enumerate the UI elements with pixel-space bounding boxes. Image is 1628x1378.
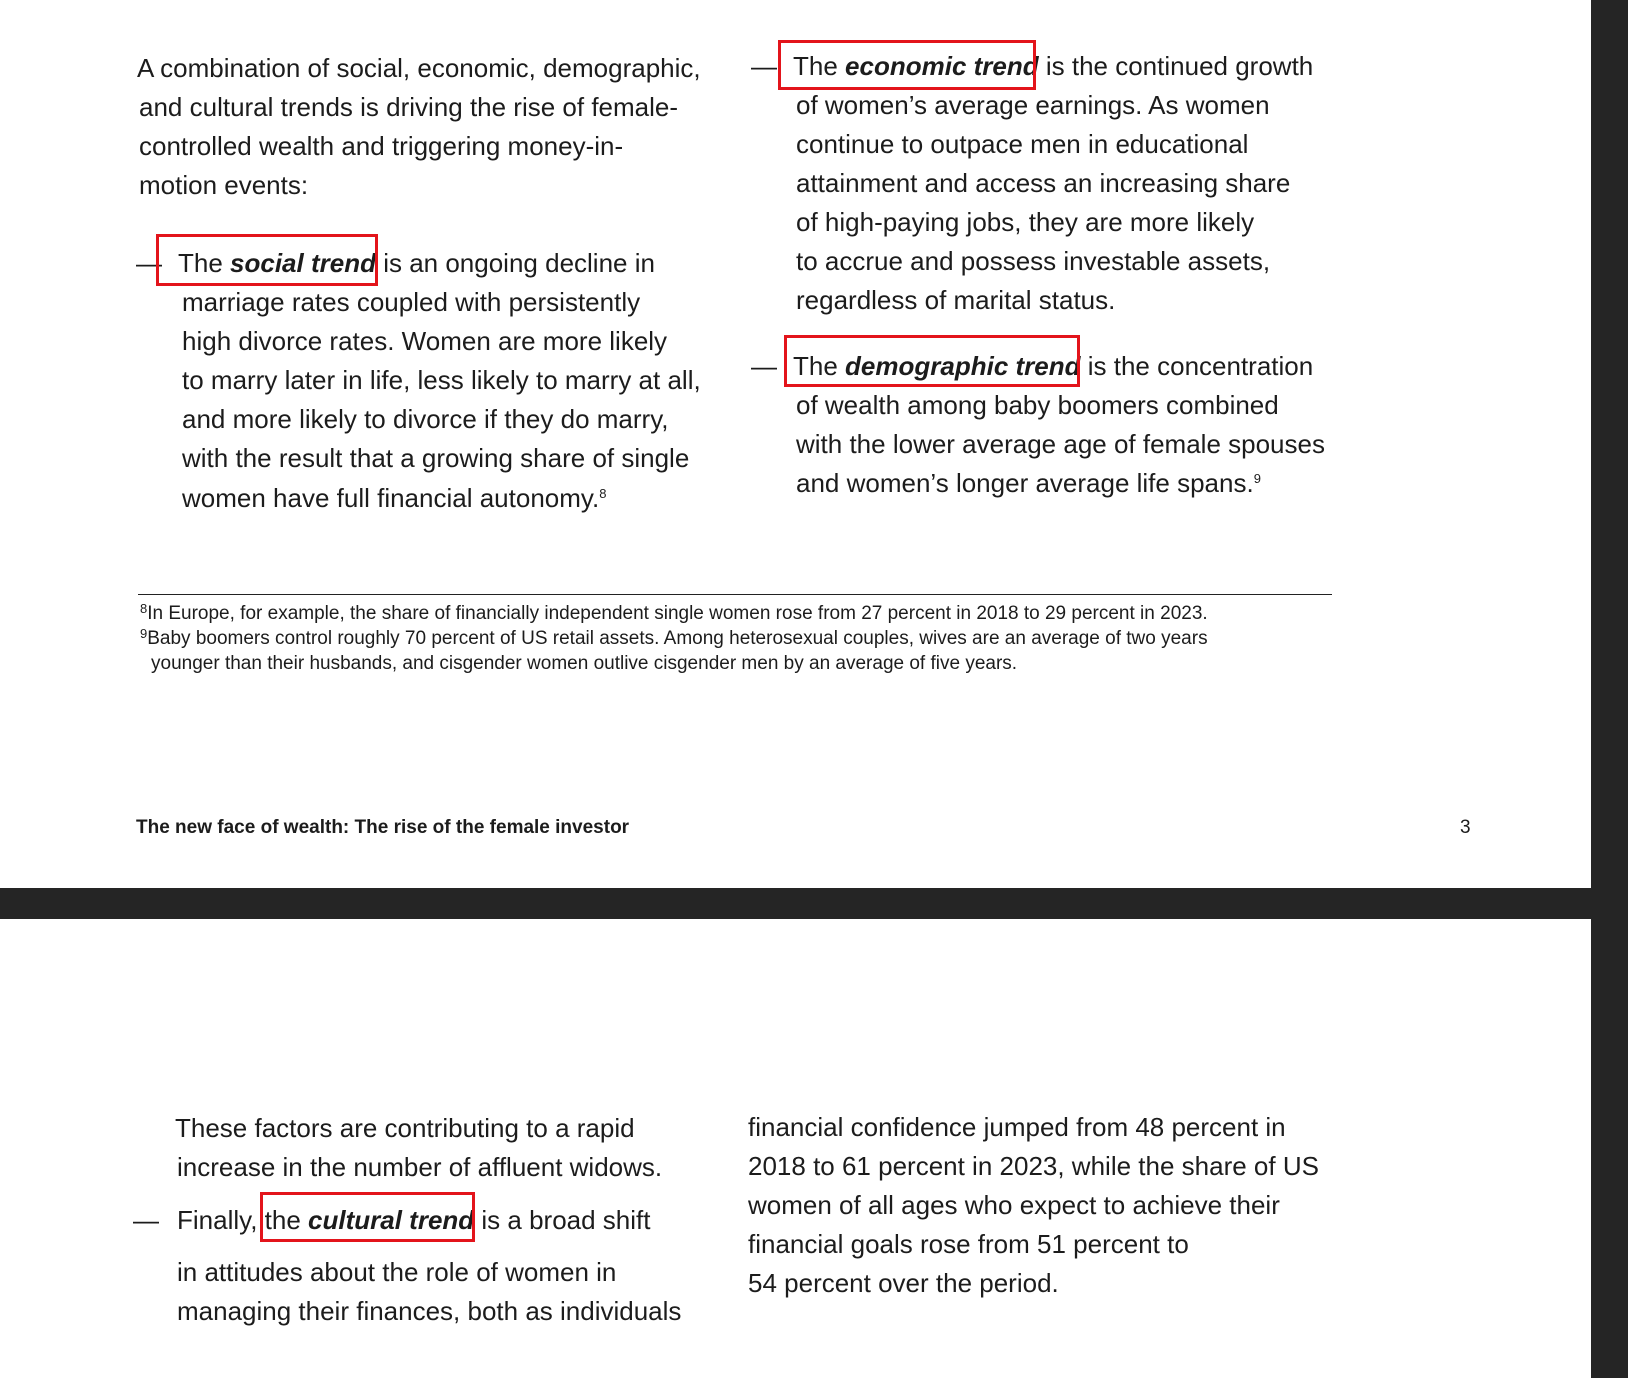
footnote-9-text: Baby boomers control roughly 70 percent of US retail assets. Among heterosexual couples, wives are an average of two years (147, 628, 1208, 649)
confidence-line: women of all ages who expect to achieve their (748, 1190, 1280, 1220)
footnote-9-number: 9 (140, 626, 148, 641)
economic-line: continue to outpace men in educational (796, 129, 1249, 159)
bullet-dash: — (751, 51, 777, 81)
highlight-box-economic-trend (778, 40, 1036, 90)
demographic-last-line (796, 464, 1261, 503)
cultural-line: in attitudes about the role of women in (177, 1257, 617, 1287)
cultural-prefix: Finally, (177, 1205, 265, 1235)
widows-line: These factors are contributing to a rapid (175, 1113, 635, 1143)
running-footer-title: The new face of wealth: The rise of the female investor (136, 817, 630, 838)
confidence-line: 54 percent over the period. (748, 1268, 1059, 1298)
cultural-the: the (264, 1205, 309, 1235)
bullet-dash: — (136, 248, 162, 278)
footnote-9-continuation: younger than their husbands, and cisgender women outlive cisgender men by an average of five years. (151, 653, 1018, 674)
cultural-line: managing their finances, both as individuals (177, 1296, 682, 1326)
footnote-8-number: 8 (140, 601, 148, 616)
economic-line: attainment and access an increasing share (796, 168, 1291, 198)
cultural-line1-rest: is a broad shift (481, 1205, 651, 1235)
economic-line: regardless of marital status. (796, 285, 1116, 315)
page-number: 3 (1460, 817, 1471, 838)
social-last-text: women have full financial autonomy. (182, 483, 600, 513)
highlight-box-demographic-trend (784, 335, 1080, 387)
widows-line: increase in the number of affluent widows. (177, 1152, 663, 1182)
demographic-trend-term: demographic trend (845, 351, 1081, 381)
economic-trend-term: economic trend (845, 51, 1039, 81)
intro-line: and cultural trends is driving the rise of female- (139, 92, 679, 122)
social-prefix: The (178, 248, 231, 278)
footnote-ref-8[interactable]: 8 (599, 486, 607, 501)
viewer-scrollbar[interactable] (1591, 0, 1628, 1378)
social-last-line (182, 479, 606, 518)
social-line: marriage rates coupled with persistently (182, 287, 641, 317)
bullet-dash: — (751, 351, 777, 381)
social-line1-rest: is an ongoing decline in (383, 248, 655, 278)
footnote-9 (140, 626, 1208, 651)
demographic-prefix: The (793, 351, 846, 381)
economic-line: of women’s average earnings. As women (796, 90, 1270, 120)
social-line: high divorce rates. Women are more likely (182, 326, 668, 356)
footnote-divider (138, 594, 1332, 595)
demographic-last-text: and women’s longer average life spans. (796, 468, 1254, 498)
demographic-line: with the lower average age of female spouses (796, 429, 1325, 459)
footnote-ref-9[interactable]: 9 (1253, 471, 1261, 486)
document-page-4 (0, 919, 1591, 1378)
intro-line: motion events: (139, 170, 309, 200)
intro-line: A combination of social, economic, demographic, (137, 53, 701, 83)
highlight-box-cultural-trend (260, 1192, 475, 1242)
highlight-box-social-trend (156, 234, 378, 286)
social-trend-term: social trend (230, 248, 376, 278)
demographic-line: of wealth among baby boomers combined (796, 390, 1279, 420)
social-line: with the result that a growing share of single (182, 443, 690, 473)
footnote-8 (140, 601, 1208, 626)
economic-line: to accrue and possess investable assets, (796, 246, 1271, 276)
demographic-line1-rest: is the concentration (1087, 351, 1314, 381)
cultural-trend-term: cultural trend (308, 1205, 475, 1235)
confidence-line: financial confidence jumped from 48 percent in (748, 1112, 1286, 1142)
economic-line1-rest: is the continued growth (1045, 51, 1314, 81)
economic-line: of high-paying jobs, they are more likely (796, 207, 1255, 237)
confidence-line: 2018 to 61 percent in 2023, while the share of US (748, 1151, 1319, 1181)
bullet-dash: — (133, 1205, 159, 1235)
footnote-8-text: In Europe, for example, the share of financially independent single women rose from 27 percent in 2018 to 29 percent in 2023. (147, 603, 1208, 624)
social-line: and more likely to divorce if they do marry, (182, 404, 669, 434)
intro-line: controlled wealth and triggering money-in- (139, 131, 624, 161)
social-line: to marry later in life, less likely to marry at all, (182, 365, 701, 395)
economic-prefix: The (793, 51, 846, 81)
confidence-line: financial goals rose from 51 percent to (748, 1229, 1189, 1259)
